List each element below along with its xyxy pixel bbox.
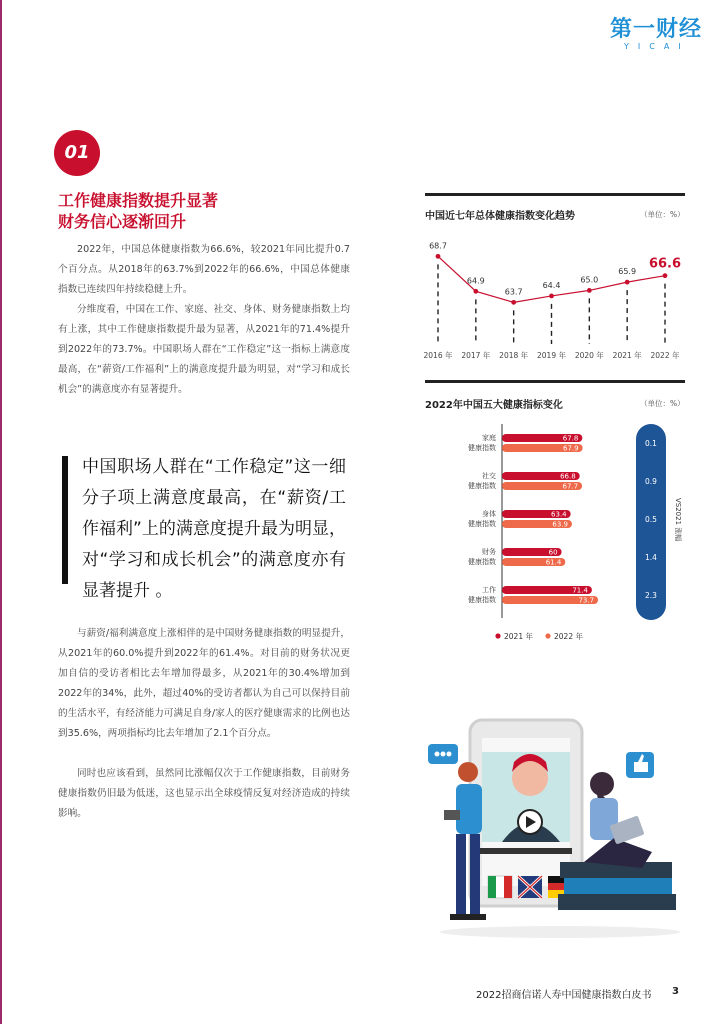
x-tick-label: 2022 年: [650, 351, 680, 360]
data-label: 64.4: [542, 280, 561, 290]
bar-value-label: 71.4: [572, 586, 588, 595]
data-label: 68.7: [429, 241, 447, 251]
bar-value-label: 67.9: [563, 444, 579, 453]
category-label: 身体: [482, 510, 496, 518]
data-point: [436, 254, 441, 259]
yicai-logo: 第一财经 YICAI: [610, 17, 703, 51]
x-tick-label: 2020 年: [574, 351, 604, 360]
paragraph-3: 与薪资/福利满意度上涨相伴的是中国财务健康指数的明显提升，从2021年的60.0%提升到2022年的61.4%。对目前的财务状况更加自信的受访者相比去年增加得最多，从2021年的30.4%增加到2022年的34%，此外，超过40%的受访者都认为自己可以保持目前的生活水平，有经济能力可满足自身/家人的医疗健康需求的比例也达到35.6%，两项指标均比去年增加了2.1个百分点。: [58, 628, 350, 739]
category-label: 健康指数: [468, 520, 496, 528]
x-tick-label: 2016 年: [423, 351, 453, 360]
data-point: [473, 289, 478, 294]
paragraph-2: 分维度看，中国在工作、家庭、社交、身体、财务健康指数上均有上涨，其中工作健康指数提升最为显著，从2021年的71.4%提升到2022年的73.7%。中国职场人群在“工作稳定”这一指标上满意度最高，在“薪资/工作福利”上的满意度提升最为明显，对“学习和成长机会”的满意度亦有显著提升。: [58, 304, 350, 395]
chart1-top-rule: [425, 193, 685, 196]
section-number-badge: 01: [54, 130, 100, 176]
legend-marker: [545, 633, 550, 638]
change-value: 0.1: [645, 439, 657, 448]
chart2-title: 2022年中国五大健康指标变化: [425, 400, 563, 411]
bar-value-label: 63.4: [551, 510, 567, 519]
bar-value-label: 66.8: [560, 472, 576, 481]
data-label: 65.9: [618, 267, 637, 277]
chart1-unit: （单位：%）: [640, 210, 685, 219]
x-tick-label: 2017 年: [461, 351, 491, 360]
bar-value-label: 60: [548, 548, 558, 557]
data-point: [663, 273, 668, 278]
chart1-title: 中国近七年总体健康指数变化趋势: [425, 211, 575, 222]
bar-value-label: 67.8: [562, 434, 579, 443]
data-point: [549, 294, 554, 299]
x-tick-label: 2019 年: [537, 351, 566, 360]
category-label: 健康指数: [468, 558, 496, 566]
bar-chart: [420, 418, 688, 650]
chart2-unit: （单位：%）: [640, 399, 685, 408]
category-label: 健康指数: [468, 596, 496, 604]
data-label: 66.6: [648, 256, 682, 272]
change-value: 1.4: [645, 553, 657, 562]
headline-line-2: 财务信心逐渐回升: [58, 212, 187, 231]
paragraph-1: 2022年，中国总体健康指数为66.6%，较2021年同比提升0.7个百分点。从2018年的63.7%到2022年的66.6%，中国总体健康指数已连续四年持续稳健上升。: [58, 244, 350, 295]
legend-label: 2022 年: [554, 632, 583, 641]
change-title: VS2021 涨幅: [674, 498, 682, 542]
people-with-phone-illustration: [410, 692, 700, 942]
legend-label: 2021 年: [504, 632, 533, 641]
bar-value-label: 63.9: [552, 520, 568, 529]
page-number: 3: [672, 986, 679, 997]
quote-bar: [62, 456, 68, 584]
quote-text: 中国职场人群在“工作稳定”这一细分子项上满意度最高，在“薪资/工作福利”上的满意度提升最为明显，对“学习和成长机会”的满意度亦有显著提升 。: [82, 457, 346, 601]
section-headline: [58, 190, 358, 232]
paragraph-4: 同时也应该看到，虽然同比涨幅仅次于工作健康指数，目前财务健康指数仍旧最为低迷，这也显示出全球疫情反复对经济造成的持续影响。: [58, 768, 350, 819]
x-tick-label: 2018 年: [499, 351, 529, 360]
legend-marker: [495, 633, 500, 638]
bar-value-label: 73.7: [578, 596, 595, 605]
line-chart: [420, 228, 688, 368]
chart2-top-rule: [425, 380, 685, 383]
category-label: 财务: [482, 548, 496, 556]
footer-title: 2022招商信诺人寿中国健康指数白皮书: [476, 990, 652, 1001]
data-label: 64.9: [466, 276, 485, 286]
change-value: 0.9: [645, 477, 657, 486]
data-point: [587, 288, 592, 293]
change-value: 2.3: [645, 591, 657, 600]
data-point: [625, 280, 630, 285]
bar-value-label: 61.4: [545, 558, 562, 567]
bar-value-label: 67.7: [562, 482, 579, 491]
change-value: 0.5: [645, 515, 657, 524]
x-tick-label: 2021 年: [612, 351, 642, 360]
category-label: 健康指数: [468, 482, 496, 490]
data-label: 65.0: [580, 275, 599, 285]
category-label: 社交: [482, 472, 496, 480]
category-label: 工作: [482, 586, 496, 594]
headline-line-1: 工作健康指数提升显著: [58, 191, 219, 210]
data-point: [511, 300, 516, 305]
left-edge-stripe: [0, 0, 2, 1024]
category-label: 健康指数: [468, 444, 496, 452]
category-label: 家庭: [482, 434, 496, 442]
data-label: 63.7: [504, 287, 523, 297]
